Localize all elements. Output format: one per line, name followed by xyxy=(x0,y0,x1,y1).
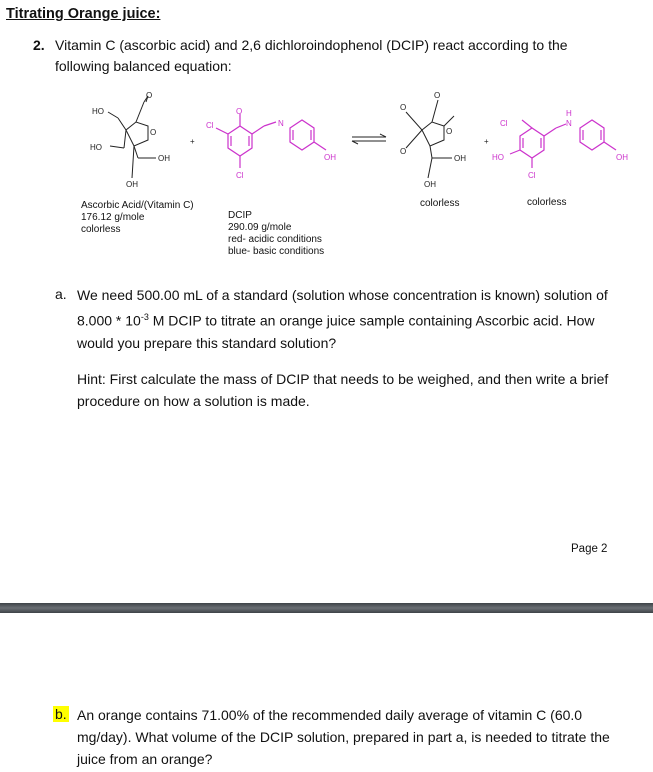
product-1-color: colorless xyxy=(420,198,460,209)
product-2-color: colorless xyxy=(527,197,567,208)
atom-label: HO xyxy=(92,107,104,116)
atom-label: Cl xyxy=(236,171,244,180)
atom-label: N xyxy=(566,119,572,128)
page-title: Titrating Orange juice: xyxy=(6,6,161,22)
atom-label: Cl xyxy=(528,171,536,180)
atom-label: OH xyxy=(158,154,170,163)
atom-label: O xyxy=(434,91,441,100)
question-b-letter: b. xyxy=(55,706,67,722)
atom-label: H xyxy=(566,109,572,118)
atom-label: O xyxy=(150,128,157,137)
ascorbic-acid-structure xyxy=(108,96,156,178)
hint-text: Hint: First calculate the mass of DCIP that needs to be weighed, and then write a brief procedure on how a solution is made. xyxy=(77,371,609,409)
plus-sign: + xyxy=(190,137,195,146)
atom-label: OH xyxy=(324,153,336,162)
reaction-scheme xyxy=(60,88,650,200)
page-number: Page 2 xyxy=(571,543,608,555)
question-2-text: Vitamin C (ascorbic acid) and 2,6 dichloroindophenol (DCIP) react according to the following balanced equation: xyxy=(55,37,568,74)
atom-label: HO xyxy=(492,153,504,162)
question-a-letter: a. xyxy=(55,286,67,302)
atom-label: OH xyxy=(616,153,628,162)
atom-label: N xyxy=(278,119,284,128)
dcip-label: DCIP 290.09 g/mole red- acidic conditions blue- basic conditions xyxy=(228,210,325,257)
atom-label: Cl xyxy=(500,119,508,128)
atom-label: OH xyxy=(454,154,466,163)
atom-label: O xyxy=(146,91,153,100)
atom-label: O xyxy=(400,103,407,112)
dcip-structure xyxy=(216,114,326,168)
page-separator xyxy=(0,603,653,613)
atom-label: O xyxy=(446,127,453,136)
question-2-number: 2. xyxy=(33,37,45,53)
atom-label: O xyxy=(400,147,407,156)
atom-label: OH xyxy=(126,180,138,189)
atom-label: O xyxy=(236,107,243,116)
dehydroascorbic-structure xyxy=(406,100,454,178)
equilibrium-arrow xyxy=(352,134,386,144)
atom-label: OH xyxy=(424,180,436,189)
atom-label: Cl xyxy=(206,121,214,130)
ascorbic-acid-label: Ascorbic Acid/(Vitamin C) 176.12 g/mole colorless xyxy=(81,200,194,235)
plus-sign: + xyxy=(484,137,489,146)
reduced-dcip-structure xyxy=(510,120,616,168)
question-a-text: We need 500.00 mL of a standard (solution whose concentration is known) solution of $8.000 * 10^{-3}$ M DCIP to titrate an orange juice sample containing Ascorbic acid. How would you prepare this standard solution? xyxy=(77,287,608,351)
atom-label: HO xyxy=(90,143,102,152)
question-b-text: An orange contains 71.00% of the recommended daily average of vitamin C (60.0 mg/day). What volume of the DCIP solution, prepared in part a, is needed to titrate the juice from an orange? xyxy=(77,707,610,767)
